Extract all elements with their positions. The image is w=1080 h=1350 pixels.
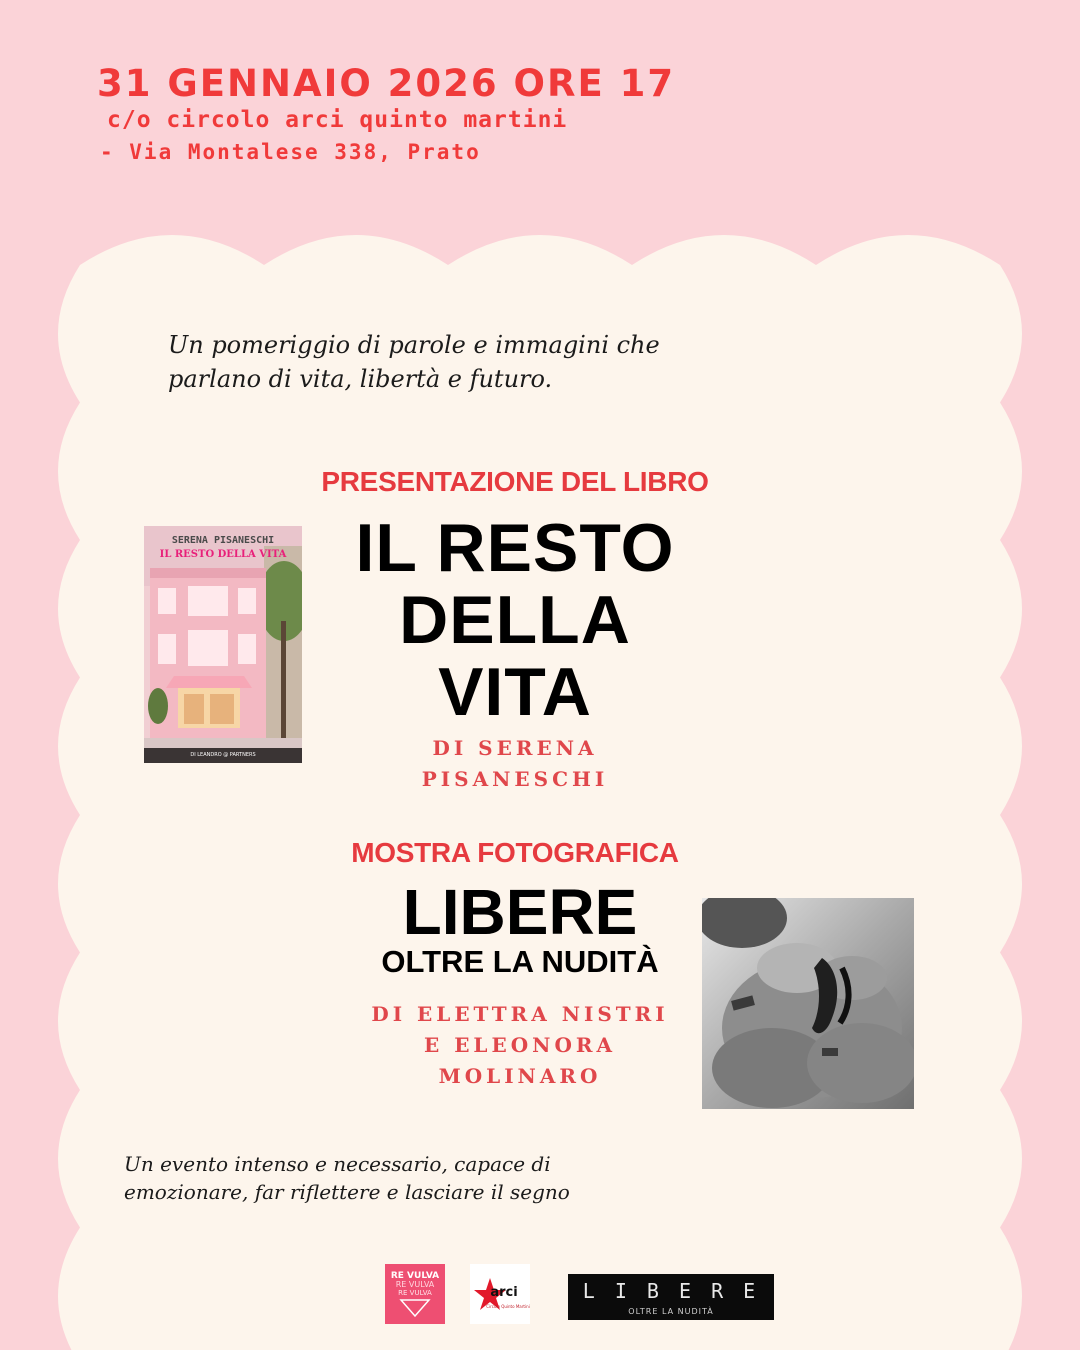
exhibition-authors	[360, 999, 680, 1092]
intro-text: Un pomeriggio di parole e immagini che parlano di vita, libertà e futuro.	[168, 331, 660, 393]
arci-logo	[470, 1264, 530, 1324]
book-author-line: PISANESCHI	[421, 767, 609, 791]
libere-logo	[568, 1274, 774, 1320]
exhibition-photo	[702, 898, 914, 1109]
book-title-line: VITA	[438, 654, 592, 730]
venue-line: c/o circolo arci quinto martini	[107, 107, 568, 133]
svg-text:arci: arci	[490, 1285, 518, 1300]
book-section-title: PRESENTAZIONE DEL LIBRO	[321, 466, 709, 497]
svg-text:RE VULVA: RE VULVA	[395, 1280, 435, 1289]
book-author-line: DI SERENA	[432, 736, 598, 760]
exhibition-section-title: MOSTRA FOTOGRAFICA	[351, 837, 679, 868]
venue-address: - Via Montalese 338, Prato	[100, 140, 481, 164]
book-title-line: IL RESTO	[355, 510, 675, 586]
svg-text:IL RESTO DELLA VITA: IL RESTO DELLA VITA	[159, 549, 287, 560]
exhibition-author-line: MOLINARO	[438, 1064, 602, 1088]
exhibition-subtitle: OLTRE LA NUDITÀ	[381, 944, 659, 979]
exhibition-title: LIBERE	[402, 876, 638, 948]
svg-text:Circolo Quinto Martini: Circolo Quinto Martini	[486, 1304, 530, 1309]
svg-text:OLTRE LA NUDITÀ: OLTRE LA NUDITÀ	[628, 1307, 714, 1316]
book-title	[330, 512, 700, 728]
exhibition-author-line: E ELEONORA	[423, 1033, 617, 1057]
svg-text:RE VULVA: RE VULVA	[390, 1271, 440, 1281]
book-author	[380, 733, 650, 795]
closing-text: Un evento intenso e necessario, capace di emozionare, far riflettere e lasciare il segno	[124, 1152, 570, 1204]
book-title-line: DELLA	[399, 582, 631, 658]
svg-text:DI LEANDRO @ PARTNERS: DI LEANDRO @ PARTNERS	[190, 752, 256, 758]
event-date: 31 GENNAIO 2026 ORE 17	[97, 62, 676, 105]
svg-text:L I B E R E: L I B E R E	[582, 1279, 760, 1303]
revulva-logo	[385, 1264, 445, 1324]
svg-text:RE VULVA: RE VULVA	[398, 1289, 432, 1297]
book-cover-image	[144, 526, 302, 763]
exhibition-author-line: DI ELETTRA NISTRI	[371, 1002, 669, 1026]
svg-text:SERENA PISANESCHI: SERENA PISANESCHI	[171, 535, 275, 546]
